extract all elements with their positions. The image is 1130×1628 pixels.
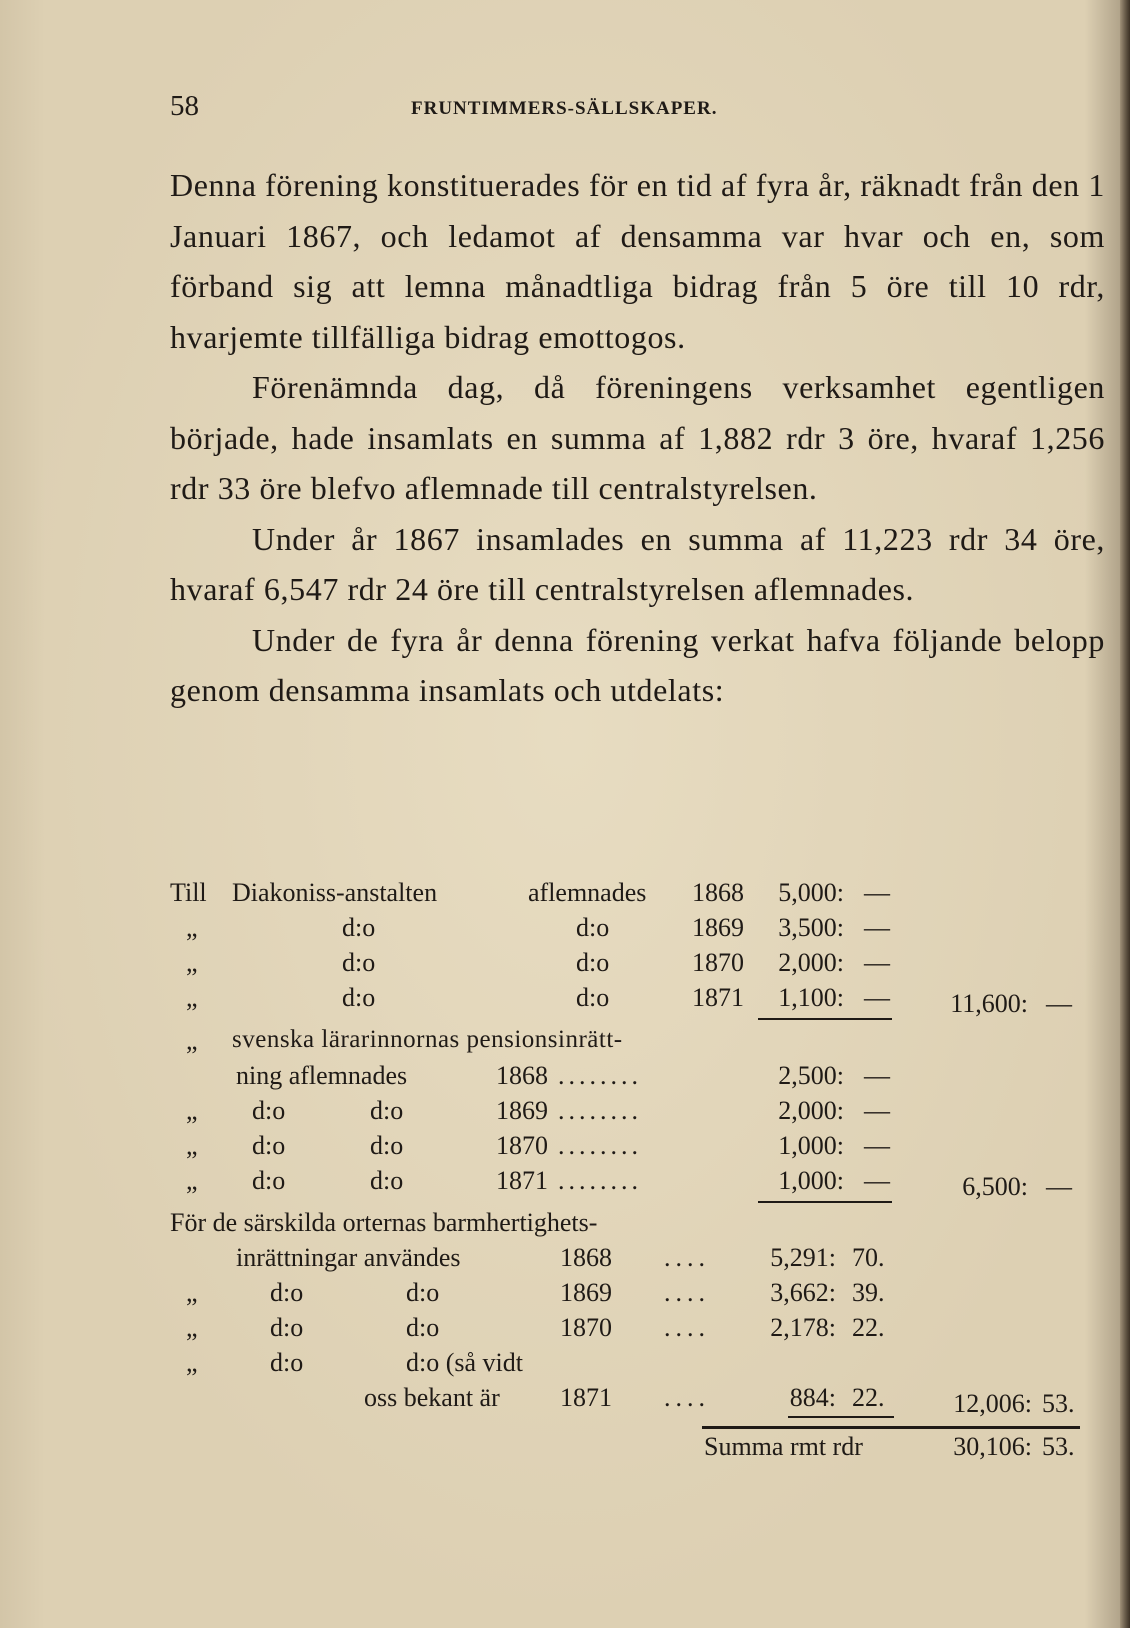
ledger-row: [170, 1313, 1110, 1347]
row-name: d:o: [342, 913, 376, 942]
ledger-row: [170, 1208, 1110, 1242]
total-ore: 53.: [1042, 1432, 1075, 1461]
row-verb: aflemnades: [528, 878, 647, 907]
row-ore: 22.: [852, 1383, 885, 1412]
row-ore: —: [864, 948, 890, 977]
subtotal-amount: 12,006:: [953, 1389, 1032, 1418]
row-year: 1870: [692, 948, 744, 977]
ledger-row: [170, 1096, 1110, 1130]
row-dots: ....: [664, 1383, 710, 1412]
row-verb: d:o: [576, 948, 610, 977]
row-year: 1871: [496, 1166, 548, 1195]
row-year: 1868: [560, 1243, 612, 1272]
row-prefix: „: [186, 948, 198, 977]
row-year: 1870: [560, 1313, 612, 1342]
row-year: 1871: [692, 983, 744, 1012]
row-year: 1871: [560, 1383, 612, 1412]
row-amount: 884:: [789, 1383, 836, 1412]
row-prefix: „: [186, 1278, 198, 1307]
total-rule: [702, 1426, 1080, 1429]
row-prefix: „: [186, 1166, 198, 1195]
row-year: 1869: [496, 1096, 548, 1125]
row-dots: ........: [558, 1166, 642, 1195]
row-name: d:o: [342, 983, 376, 1012]
ledger-row: [170, 1278, 1110, 1312]
page-edge-shadow: [1120, 0, 1130, 1628]
ledger-row: [170, 1026, 1110, 1060]
row-ore: 39.: [852, 1278, 885, 1307]
row-amount: 3,500:: [778, 913, 844, 942]
row-verb: d:o: [370, 1096, 404, 1125]
row-name: d:o: [270, 1348, 304, 1377]
section-heading: svenska lärarinnornas pensionsinrätt-: [232, 1026, 623, 1053]
row-amount: 5,291:: [770, 1243, 836, 1272]
ledger-total-row: [170, 1432, 1110, 1466]
subtotal-ore: 53.: [1042, 1389, 1075, 1418]
row-verb: d:o: [576, 913, 610, 942]
row-ore: —: [864, 1131, 890, 1160]
ledger-row: [170, 913, 1110, 947]
row-year: 1868: [496, 1061, 548, 1090]
row-dots: ....: [664, 1313, 710, 1342]
row-name: oss bekant är: [364, 1383, 500, 1412]
section-heading: För de särskilda orternas barmhertighets-: [170, 1208, 598, 1237]
running-head: [170, 90, 890, 126]
row-dots: ........: [558, 1096, 642, 1125]
row-name: Diakoniss-anstalten: [232, 878, 438, 907]
row-name: d:o: [252, 1096, 286, 1125]
row-verb: d:o (så vidt: [406, 1348, 523, 1377]
row-name: d:o: [270, 1313, 304, 1342]
ledger-row: [170, 1166, 1110, 1200]
row-verb: d:o: [370, 1131, 404, 1160]
row-dots: ........: [558, 1131, 642, 1160]
page-title: FRUNTIMMERS-SÄLLSKAPER.: [411, 98, 718, 119]
row-year: 1870: [496, 1131, 548, 1160]
subtotal-amount: 11,600:: [950, 989, 1028, 1018]
ledger-row: [170, 948, 1110, 982]
row-dots: ....: [664, 1278, 710, 1307]
row-prefix: „: [186, 913, 198, 942]
subtotal-rule: [758, 1018, 892, 1020]
subtotal-amount: 6,500:: [962, 1172, 1028, 1201]
row-prefix: „: [186, 1313, 198, 1342]
row-ore: —: [864, 913, 890, 942]
section-heading-cont: inrättningar användes: [236, 1243, 461, 1272]
row-amount: 2,500:: [778, 1061, 844, 1090]
row-amount: 1,000:: [778, 1131, 844, 1160]
paragraph-1: Denna förening konstituerades för en tid af fyra år, räknadt från den 1 Januari 1867, och ledamot af densamma var hvar och en, som förband sig att lemna månadtliga bidrag från 5 öre till 10 rdr, hvarjemte tillfälliga bidrag emottogos.: [170, 167, 1105, 355]
row-verb: d:o: [370, 1166, 404, 1195]
row-amount: 3,662:: [770, 1278, 836, 1307]
ledger-row: [170, 1348, 1110, 1382]
row-verb: d:o: [406, 1278, 440, 1307]
subtotal-rule: [758, 1201, 892, 1203]
row-ore: —: [864, 1166, 890, 1195]
row-prefix: Till: [170, 878, 207, 907]
row-ore: 22.: [852, 1313, 885, 1342]
row-prefix: „: [186, 983, 198, 1012]
paragraph-4: Under de fyra år denna förening verkat hafva följande belopp genom densamma insamlats och utdelats:: [170, 621, 1105, 708]
ledger-row: [170, 878, 1110, 912]
row-prefix: „: [186, 1026, 198, 1055]
paragraph-3: Under år 1867 insamlades en summa af 11,223 rdr 34 öre, hvaraf 6,547 rdr 24 öre till centralstyrelsen aflemnades.: [170, 520, 1105, 607]
ledger-row: [170, 1243, 1110, 1277]
ledger-row: [170, 983, 1110, 1017]
row-ore: —: [864, 878, 890, 907]
row-ore: —: [864, 1096, 890, 1125]
ledger-row: [170, 1383, 1110, 1417]
row-amount: 1,000:: [778, 1166, 844, 1195]
ledger-row: [170, 1061, 1110, 1095]
subtotal-ore: —: [1046, 1172, 1072, 1201]
row-verb: d:o: [576, 983, 610, 1012]
row-name: d:o: [342, 948, 376, 977]
section-heading-cont: ning aflemnades: [236, 1061, 408, 1090]
row-year: 1869: [560, 1278, 612, 1307]
row-dots: ........: [558, 1061, 642, 1090]
row-amount: 2,000:: [778, 948, 844, 977]
row-verb: d:o: [406, 1313, 440, 1342]
row-name: d:o: [270, 1278, 304, 1307]
row-dots: ....: [664, 1243, 710, 1272]
row-amount: 2,000:: [778, 1096, 844, 1125]
row-prefix: „: [186, 1131, 198, 1160]
row-prefix: „: [186, 1096, 198, 1125]
row-amount: 2,178:: [770, 1313, 836, 1342]
subtotal-rule: [788, 1416, 894, 1418]
row-year: 1869: [692, 913, 744, 942]
body-text: [170, 160, 1105, 716]
ledger-row: [170, 1131, 1110, 1165]
row-amount: 1,100:: [778, 983, 844, 1012]
subtotal-ore: —: [1046, 989, 1072, 1018]
page-number: 58: [170, 90, 199, 122]
row-ore: 70.: [852, 1243, 885, 1272]
row-year: 1868: [692, 878, 744, 907]
row-ore: —: [864, 1061, 890, 1090]
total-amount: 30,106:: [953, 1432, 1032, 1461]
row-name: d:o: [252, 1131, 286, 1160]
row-amount: 5,000:: [778, 878, 844, 907]
row-ore: —: [864, 983, 890, 1012]
total-label: Summa rmt rdr: [704, 1432, 863, 1461]
paragraph-2: Förenämnda dag, då föreningens verksamhet egentligen började, hade insamlats en summa af 1,882 rdr 3 öre, hvaraf 1,256 rdr 33 öre blefvo aflemnade till centralstyrelsen.: [170, 369, 1105, 506]
row-name: d:o: [252, 1166, 286, 1195]
row-prefix: „: [186, 1348, 198, 1377]
